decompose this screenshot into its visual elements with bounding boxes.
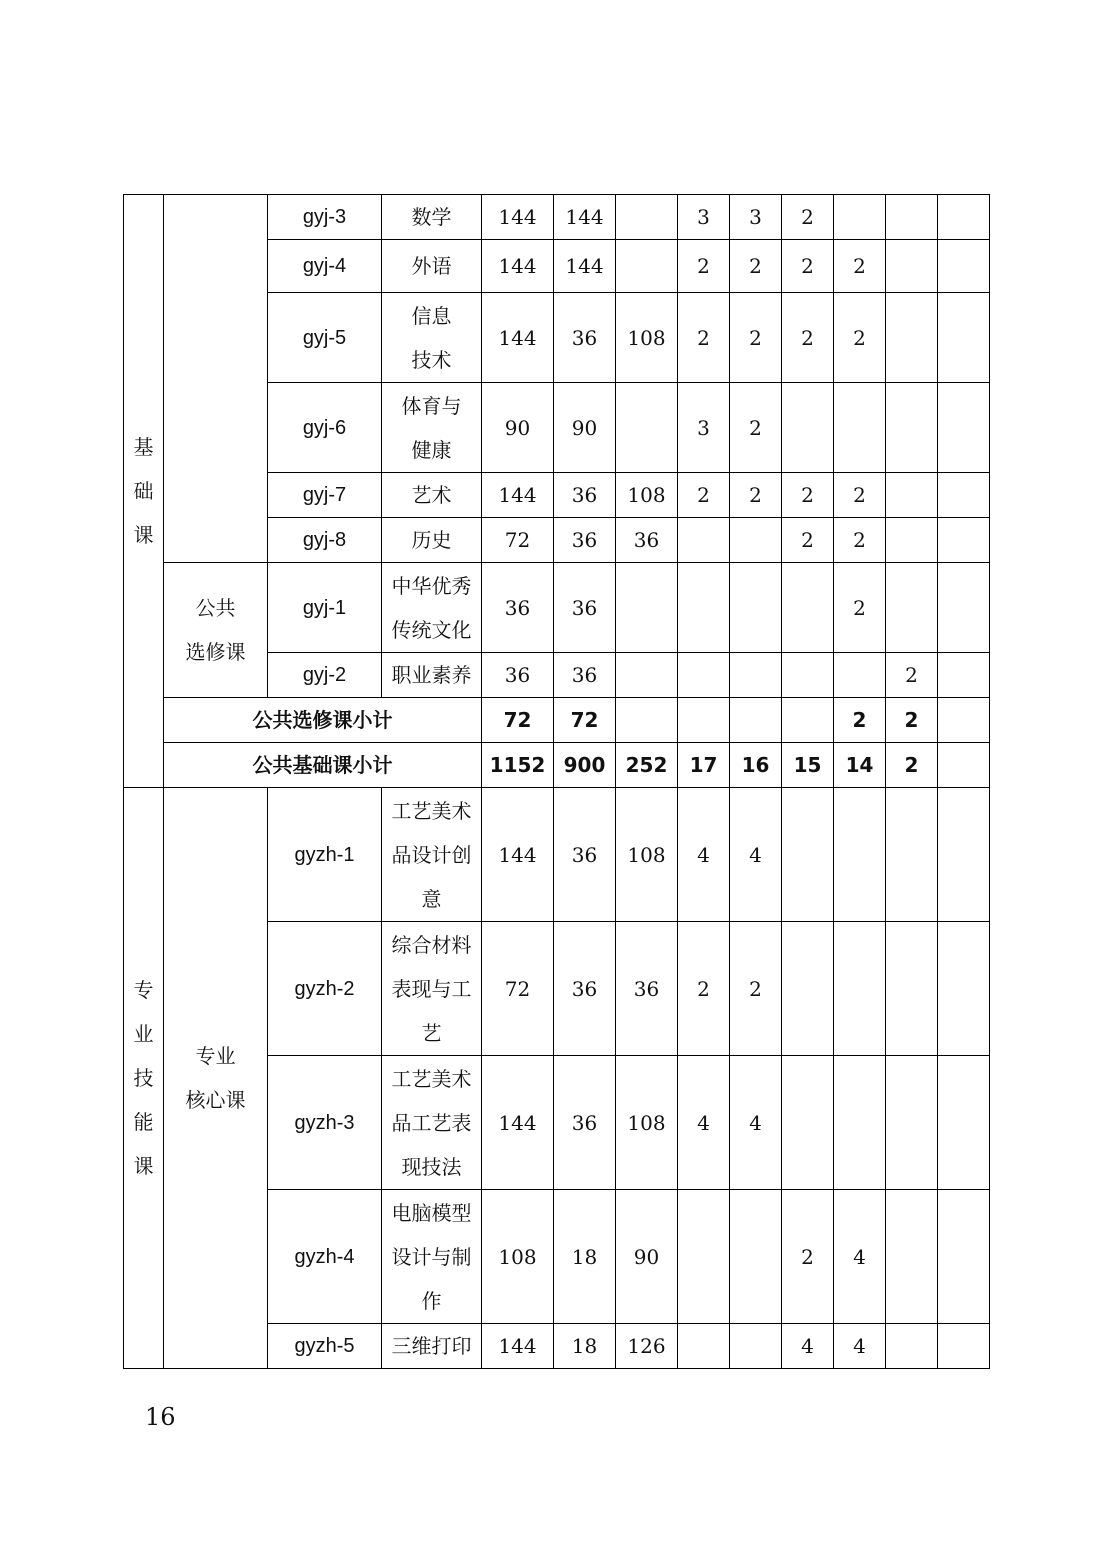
semester-hours: 15 <box>782 743 834 788</box>
semester-hours <box>886 788 938 922</box>
semester-hours: 2 <box>886 743 938 788</box>
semester-hours <box>886 1190 938 1324</box>
semester-hours: 4 <box>730 1056 782 1190</box>
course-code: gyj-1 <box>268 563 382 653</box>
course-name <box>382 1056 482 1190</box>
total-hours: 72 <box>482 922 554 1056</box>
category-char: 课 <box>133 523 154 547</box>
page-number: 16 <box>145 1403 176 1431</box>
semester-hours <box>886 293 938 383</box>
course-name-line: 健康 <box>411 437 452 462</box>
course-code: gyj-7 <box>268 473 382 518</box>
semester-hours: 4 <box>730 788 782 922</box>
course-name <box>382 922 482 1056</box>
course-name-line: 设计与制 <box>391 1244 472 1269</box>
theory-hours: 18 <box>554 1190 616 1324</box>
curriculum-table <box>123 194 990 1369</box>
subtotal-label: 公共基础课小计 <box>164 743 482 788</box>
semester-hours <box>678 653 730 698</box>
course-name-line: 品工艺表 <box>391 1110 472 1135</box>
theory-hours: 18 <box>554 1324 616 1369</box>
total-hours: 36 <box>482 653 554 698</box>
semester-hours <box>886 518 938 563</box>
semester-hours: 2 <box>678 922 730 1056</box>
semester-hours <box>782 383 834 473</box>
category-char: 课 <box>133 1154 154 1178</box>
category-char: 能 <box>133 1110 154 1134</box>
semester-hours <box>886 1324 938 1369</box>
semester-hours <box>938 563 990 653</box>
course-code: gyj-3 <box>268 195 382 240</box>
semester-hours <box>834 383 886 473</box>
course-name-line: 职业素养 <box>391 663 472 687</box>
semester-hours: 2 <box>834 698 886 743</box>
subtotal-label: 公共选修课小计 <box>164 698 482 743</box>
group-blank <box>164 195 268 563</box>
course-name-line: 技术 <box>411 347 452 372</box>
practice-hours <box>616 240 678 293</box>
practice-hours: 90 <box>616 1190 678 1324</box>
course-name <box>382 653 482 698</box>
semester-hours: 2 <box>678 240 730 293</box>
semester-hours <box>834 653 886 698</box>
semester-hours <box>938 1324 990 1369</box>
semester-hours <box>886 240 938 293</box>
semester-hours: 2 <box>782 195 834 240</box>
semester-hours: 2 <box>834 563 886 653</box>
semester-hours <box>938 653 990 698</box>
semester-hours <box>730 653 782 698</box>
total-hours: 36 <box>482 563 554 653</box>
semester-hours: 2 <box>730 240 782 293</box>
theory-hours: 900 <box>554 743 616 788</box>
practice-hours <box>616 653 678 698</box>
semester-hours <box>782 698 834 743</box>
total-hours: 144 <box>482 473 554 518</box>
semester-hours: 2 <box>730 293 782 383</box>
course-code: gyzh-4 <box>268 1190 382 1324</box>
semester-hours <box>938 293 990 383</box>
semester-hours <box>834 922 886 1056</box>
semester-hours: 14 <box>834 743 886 788</box>
semester-hours <box>730 563 782 653</box>
semester-hours: 2 <box>886 698 938 743</box>
total-hours: 90 <box>482 383 554 473</box>
semester-hours: 3 <box>678 383 730 473</box>
course-row <box>124 788 990 922</box>
semester-hours <box>782 788 834 922</box>
course-code: gyj-4 <box>268 240 382 293</box>
semester-hours <box>730 698 782 743</box>
semester-hours <box>938 518 990 563</box>
course-name <box>382 240 482 293</box>
semester-hours: 2 <box>730 922 782 1056</box>
course-name <box>382 195 482 240</box>
semester-hours <box>886 1056 938 1190</box>
semester-hours <box>886 383 938 473</box>
practice-hours: 108 <box>616 1056 678 1190</box>
semester-hours: 2 <box>678 473 730 518</box>
theory-hours: 72 <box>554 698 616 743</box>
group-label-line: 选修课 <box>185 640 246 664</box>
category-char: 专 <box>133 978 154 1002</box>
course-name-line: 历史 <box>411 528 452 552</box>
group-professional-core <box>164 788 268 1369</box>
semester-hours <box>938 788 990 922</box>
course-code: gyzh-3 <box>268 1056 382 1190</box>
group-label-line: 核心课 <box>185 1088 246 1112</box>
course-row <box>124 195 990 240</box>
theory-hours: 144 <box>554 195 616 240</box>
semester-hours: 2 <box>730 473 782 518</box>
course-code: gyj-8 <box>268 518 382 563</box>
course-name <box>382 383 482 473</box>
practice-hours <box>616 698 678 743</box>
practice-hours: 252 <box>616 743 678 788</box>
semester-hours <box>886 922 938 1056</box>
course-name-line: 外语 <box>411 254 452 278</box>
course-code: gyzh-2 <box>268 922 382 1056</box>
course-name-line: 作 <box>421 1288 442 1313</box>
total-hours: 144 <box>482 1324 554 1369</box>
semester-hours: 2 <box>834 518 886 563</box>
total-hours: 72 <box>482 698 554 743</box>
semester-hours: 2 <box>782 473 834 518</box>
semester-hours: 3 <box>678 195 730 240</box>
semester-hours <box>886 195 938 240</box>
semester-hours: 2 <box>782 518 834 563</box>
course-name-line: 意 <box>421 886 442 911</box>
practice-hours: 108 <box>616 788 678 922</box>
course-row <box>124 563 990 653</box>
semester-hours <box>782 1056 834 1190</box>
semester-hours <box>938 1190 990 1324</box>
practice-hours: 108 <box>616 293 678 383</box>
course-name <box>382 293 482 383</box>
course-code: gyj-5 <box>268 293 382 383</box>
practice-hours: 126 <box>616 1324 678 1369</box>
semester-hours <box>678 563 730 653</box>
category-char: 业 <box>133 1022 154 1046</box>
semester-hours <box>938 240 990 293</box>
course-name-line: 表现与工 <box>391 976 472 1001</box>
course-name-line: 信息 <box>411 303 452 328</box>
course-name-line: 三维打印 <box>391 1334 472 1358</box>
semester-hours <box>886 563 938 653</box>
practice-hours: 108 <box>616 473 678 518</box>
semester-hours: 2 <box>886 653 938 698</box>
semester-hours <box>782 922 834 1056</box>
group-label-line: 公共 <box>195 596 236 620</box>
course-code: gyj-6 <box>268 383 382 473</box>
semester-hours: 2 <box>834 473 886 518</box>
semester-hours <box>782 653 834 698</box>
semester-hours: 4 <box>834 1324 886 1369</box>
course-name <box>382 518 482 563</box>
theory-hours: 36 <box>554 922 616 1056</box>
semester-hours <box>938 383 990 473</box>
theory-hours: 36 <box>554 563 616 653</box>
total-hours: 144 <box>482 195 554 240</box>
semester-hours <box>782 563 834 653</box>
subtotal-row <box>124 743 990 788</box>
semester-hours <box>730 1190 782 1324</box>
category-char: 础 <box>133 479 154 503</box>
theory-hours: 36 <box>554 788 616 922</box>
course-code: gyj-2 <box>268 653 382 698</box>
semester-hours <box>678 1190 730 1324</box>
total-hours: 1152 <box>482 743 554 788</box>
semester-hours <box>678 1324 730 1369</box>
total-hours: 144 <box>482 240 554 293</box>
category-char: 技 <box>133 1066 154 1090</box>
semester-hours <box>834 195 886 240</box>
semester-hours <box>834 1056 886 1190</box>
semester-hours: 4 <box>678 1056 730 1190</box>
course-name <box>382 473 482 518</box>
semester-hours: 2 <box>782 240 834 293</box>
semester-hours: 16 <box>730 743 782 788</box>
practice-hours: 36 <box>616 518 678 563</box>
semester-hours <box>938 743 990 788</box>
theory-hours: 90 <box>554 383 616 473</box>
semester-hours: 2 <box>782 1190 834 1324</box>
semester-hours <box>938 922 990 1056</box>
total-hours: 72 <box>482 518 554 563</box>
practice-hours: 36 <box>616 922 678 1056</box>
semester-hours <box>938 698 990 743</box>
semester-hours <box>938 473 990 518</box>
practice-hours <box>616 195 678 240</box>
semester-hours <box>678 518 730 563</box>
total-hours: 108 <box>482 1190 554 1324</box>
semester-hours <box>886 473 938 518</box>
course-name-line: 传统文化 <box>391 617 472 642</box>
semester-hours: 2 <box>678 293 730 383</box>
course-name-line: 数学 <box>411 205 452 229</box>
course-name-line: 电脑模型 <box>391 1200 472 1225</box>
semester-hours <box>730 518 782 563</box>
semester-hours: 4 <box>782 1324 834 1369</box>
course-name <box>382 788 482 922</box>
theory-hours: 144 <box>554 240 616 293</box>
course-name-line: 艺 <box>421 1020 442 1045</box>
semester-hours: 17 <box>678 743 730 788</box>
course-name <box>382 563 482 653</box>
group-label-line: 专业 <box>195 1044 236 1068</box>
total-hours: 144 <box>482 788 554 922</box>
theory-hours: 36 <box>554 653 616 698</box>
semester-hours: 2 <box>782 293 834 383</box>
course-name-line: 工艺美术 <box>391 798 472 823</box>
semester-hours <box>938 195 990 240</box>
course-name-line: 艺术 <box>411 483 452 507</box>
subtotal-row <box>124 698 990 743</box>
theory-hours: 36 <box>554 518 616 563</box>
course-name-line: 现技法 <box>401 1154 462 1179</box>
semester-hours: 3 <box>730 195 782 240</box>
semester-hours <box>834 788 886 922</box>
semester-hours <box>938 1056 990 1190</box>
semester-hours <box>730 1324 782 1369</box>
category-professional <box>124 788 164 1369</box>
course-name-line: 综合材料 <box>391 932 472 957</box>
course-name-line: 中华优秀 <box>391 573 472 598</box>
category-char: 基 <box>133 435 154 459</box>
semester-hours: 4 <box>678 788 730 922</box>
course-code: gyzh-1 <box>268 788 382 922</box>
course-name-line: 体育与 <box>401 393 462 418</box>
course-name <box>382 1190 482 1324</box>
semester-hours: 2 <box>730 383 782 473</box>
practice-hours <box>616 563 678 653</box>
course-name <box>382 1324 482 1369</box>
semester-hours <box>678 698 730 743</box>
course-name-line: 品设计创 <box>391 842 472 867</box>
category-basic <box>124 195 164 788</box>
total-hours: 144 <box>482 1056 554 1190</box>
theory-hours: 36 <box>554 293 616 383</box>
semester-hours: 2 <box>834 240 886 293</box>
semester-hours: 2 <box>834 293 886 383</box>
course-code: gyzh-5 <box>268 1324 382 1369</box>
group-public-elective <box>164 563 268 698</box>
practice-hours <box>616 383 678 473</box>
course-name-line: 工艺美术 <box>391 1066 472 1091</box>
total-hours: 144 <box>482 293 554 383</box>
semester-hours: 4 <box>834 1190 886 1324</box>
theory-hours: 36 <box>554 473 616 518</box>
theory-hours: 36 <box>554 1056 616 1190</box>
